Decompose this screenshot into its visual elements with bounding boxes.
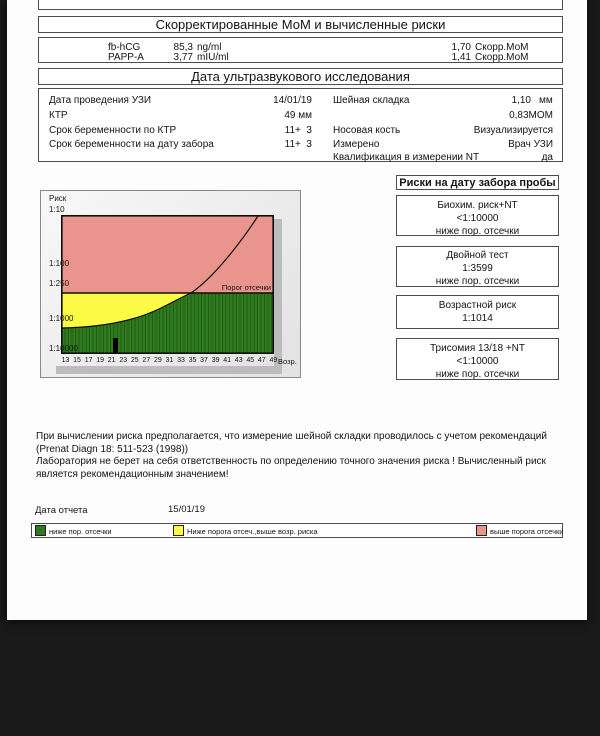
us-left-value: 14/01/19	[273, 95, 312, 106]
risk-box-value: 1:1014	[462, 313, 493, 324]
risk-box-age-risk	[396, 295, 559, 329]
risk-box-name: Трисомия 13/18 +NT	[430, 343, 525, 354]
y-tick-label: 1:250	[49, 279, 70, 288]
risk-panel-title: Риски на дату забора пробы	[396, 175, 559, 190]
disclaimer-line: является рекомендационным значением!	[36, 468, 229, 480]
corrected-mom-value: 1,70	[451, 42, 471, 53]
us-right-label: Измерено	[333, 139, 380, 150]
report-date-value: 15/01/19	[168, 504, 205, 515]
analyte-value: 85,3	[173, 42, 193, 53]
us-right-label: Квалификация в измерении NT	[333, 152, 480, 163]
us-left-label: Срок беременности по КТР	[49, 125, 177, 136]
x-tick-label: 23	[119, 357, 128, 364]
risk-box-biochem	[396, 195, 559, 236]
x-tick-labels	[60, 357, 279, 364]
plot-shadow-right	[274, 219, 282, 374]
region-above-threshold	[61, 215, 274, 293]
risk-box-status: ниже пор. отсечки	[435, 369, 520, 380]
chart-x-axis-title: Возр.	[278, 357, 297, 366]
mom-values-box	[38, 37, 563, 63]
report-date-label: Дата отчета	[35, 505, 88, 516]
x-tick-label: 31	[165, 357, 174, 364]
analyte-unit: ng/ml	[197, 42, 222, 53]
x-tick-label: 33	[177, 357, 185, 364]
risk-box-trisomy-13-18	[396, 338, 559, 380]
x-tick-label: 13	[61, 357, 70, 364]
us-row	[39, 110, 562, 121]
patient-marker	[113, 338, 118, 354]
green-swatch-icon	[35, 525, 46, 536]
analyte-value: 3,77	[173, 52, 193, 63]
analyte-name: PAPP-A	[108, 52, 144, 63]
red-swatch-icon	[476, 525, 487, 536]
x-tick-label: 27	[142, 357, 151, 364]
us-right-unit: мм	[539, 95, 553, 106]
corrected-mom-label: Скорр.МоМ	[475, 52, 529, 63]
us-right-value: Врач УЗИ	[508, 139, 553, 150]
x-tick-label: 45	[246, 357, 255, 364]
ultrasound-section-title: Дата ультразвукового исследования	[38, 68, 563, 85]
x-tick-label: 17	[84, 357, 93, 364]
threshold-label: Порог отсечки	[221, 283, 271, 292]
x-tick-label: 39	[211, 357, 220, 364]
risk-box-value: <1:10000	[456, 213, 499, 224]
corrected-mom-value: 1,41	[451, 52, 471, 63]
report-page	[7, 0, 587, 620]
us-left-label: Дата проведения УЗИ	[49, 95, 152, 106]
risk-box-name: Двойной тест	[446, 250, 509, 261]
us-left-value: 11+ 3	[284, 139, 312, 150]
x-tick-label: 21	[107, 357, 116, 364]
x-tick-label: 19	[96, 357, 105, 364]
x-tick-label: 29	[153, 357, 162, 364]
analyte-unit: mIU/ml	[197, 52, 229, 63]
truncated-top-box	[38, 0, 563, 10]
disclaimer-line: При вычислении риска предполагается, что измерение шейной складки проводилось с учетом рекомендаций	[36, 431, 547, 442]
mom-row	[39, 52, 562, 63]
us-right-value: 1,10	[511, 95, 531, 106]
us-right-label: Носовая кость	[333, 125, 401, 136]
y-tick-label: 1:10	[49, 205, 65, 214]
yellow-swatch-icon	[173, 525, 184, 536]
corrected-mom-label: Скорр.МоМ	[475, 42, 529, 53]
mom-section-title: Скорректированные МоМ и вычисленные риски	[38, 16, 563, 33]
disclaimer-line: Лаборатория не берет на себя ответственность по определению точного значения риска ! Вычисленный риск	[36, 456, 546, 468]
x-tick-label: 49	[269, 357, 278, 364]
risk-chart	[40, 190, 301, 378]
us-right-value: Визуализируется	[473, 125, 553, 136]
x-tick-label: 47	[257, 357, 266, 364]
disclaimer-text	[36, 431, 566, 481]
us-left-value: 49 мм	[284, 110, 312, 121]
us-row	[39, 125, 562, 136]
chart-y-axis-title: Риск	[49, 194, 67, 203]
us-right-label: Шейная складка	[333, 95, 410, 106]
ultrasound-data-box	[38, 88, 563, 162]
risk-box-double-test	[396, 246, 559, 287]
legend-label: ниже пор. отсечки	[49, 527, 112, 536]
risk-legend	[31, 523, 563, 538]
us-row	[39, 95, 562, 106]
risk-box-name: Возрастной риск	[438, 300, 517, 311]
x-tick-label: 43	[234, 357, 243, 364]
legend-label: выше порога отсечки	[490, 527, 564, 536]
x-tick-label: 35	[188, 357, 197, 364]
plot-shadow-bottom	[56, 366, 282, 374]
us-right-value: 0,83МОМ	[509, 110, 553, 121]
x-tick-label: 25	[130, 357, 139, 364]
us-left-label: Срок беременности на дату забора	[49, 139, 214, 150]
x-tick-label: 37	[200, 357, 208, 364]
risk-box-status: ниже пор. отсечки	[435, 276, 520, 287]
analyte-name: fb-hCG	[108, 42, 141, 53]
us-right-value: да	[541, 152, 553, 163]
us-row	[39, 139, 562, 150]
us-left-value: 11+ 3	[284, 125, 312, 136]
risk-box-value: 1:3599	[462, 263, 493, 274]
risk-box-status: ниже пор. отсечки	[435, 226, 520, 237]
us-row	[39, 152, 562, 163]
disclaimer-line: (Prenat Diagn 18: 511-523 (1998))	[36, 443, 189, 455]
risk-box-value: <1:10000	[456, 356, 499, 367]
y-tick-label: 1:100	[49, 259, 70, 268]
y-tick-label: 1:10000	[49, 344, 78, 353]
risk-box-name: Биохим. риск+NT	[437, 200, 518, 211]
x-tick-label: 15	[73, 357, 81, 364]
x-tick-label: 41	[223, 357, 232, 364]
y-tick-label: 1:1000	[49, 314, 74, 323]
legend-label: Ниже порога отсеч.,выше возр. риска	[187, 527, 318, 536]
us-left-label: КТР	[49, 110, 68, 121]
